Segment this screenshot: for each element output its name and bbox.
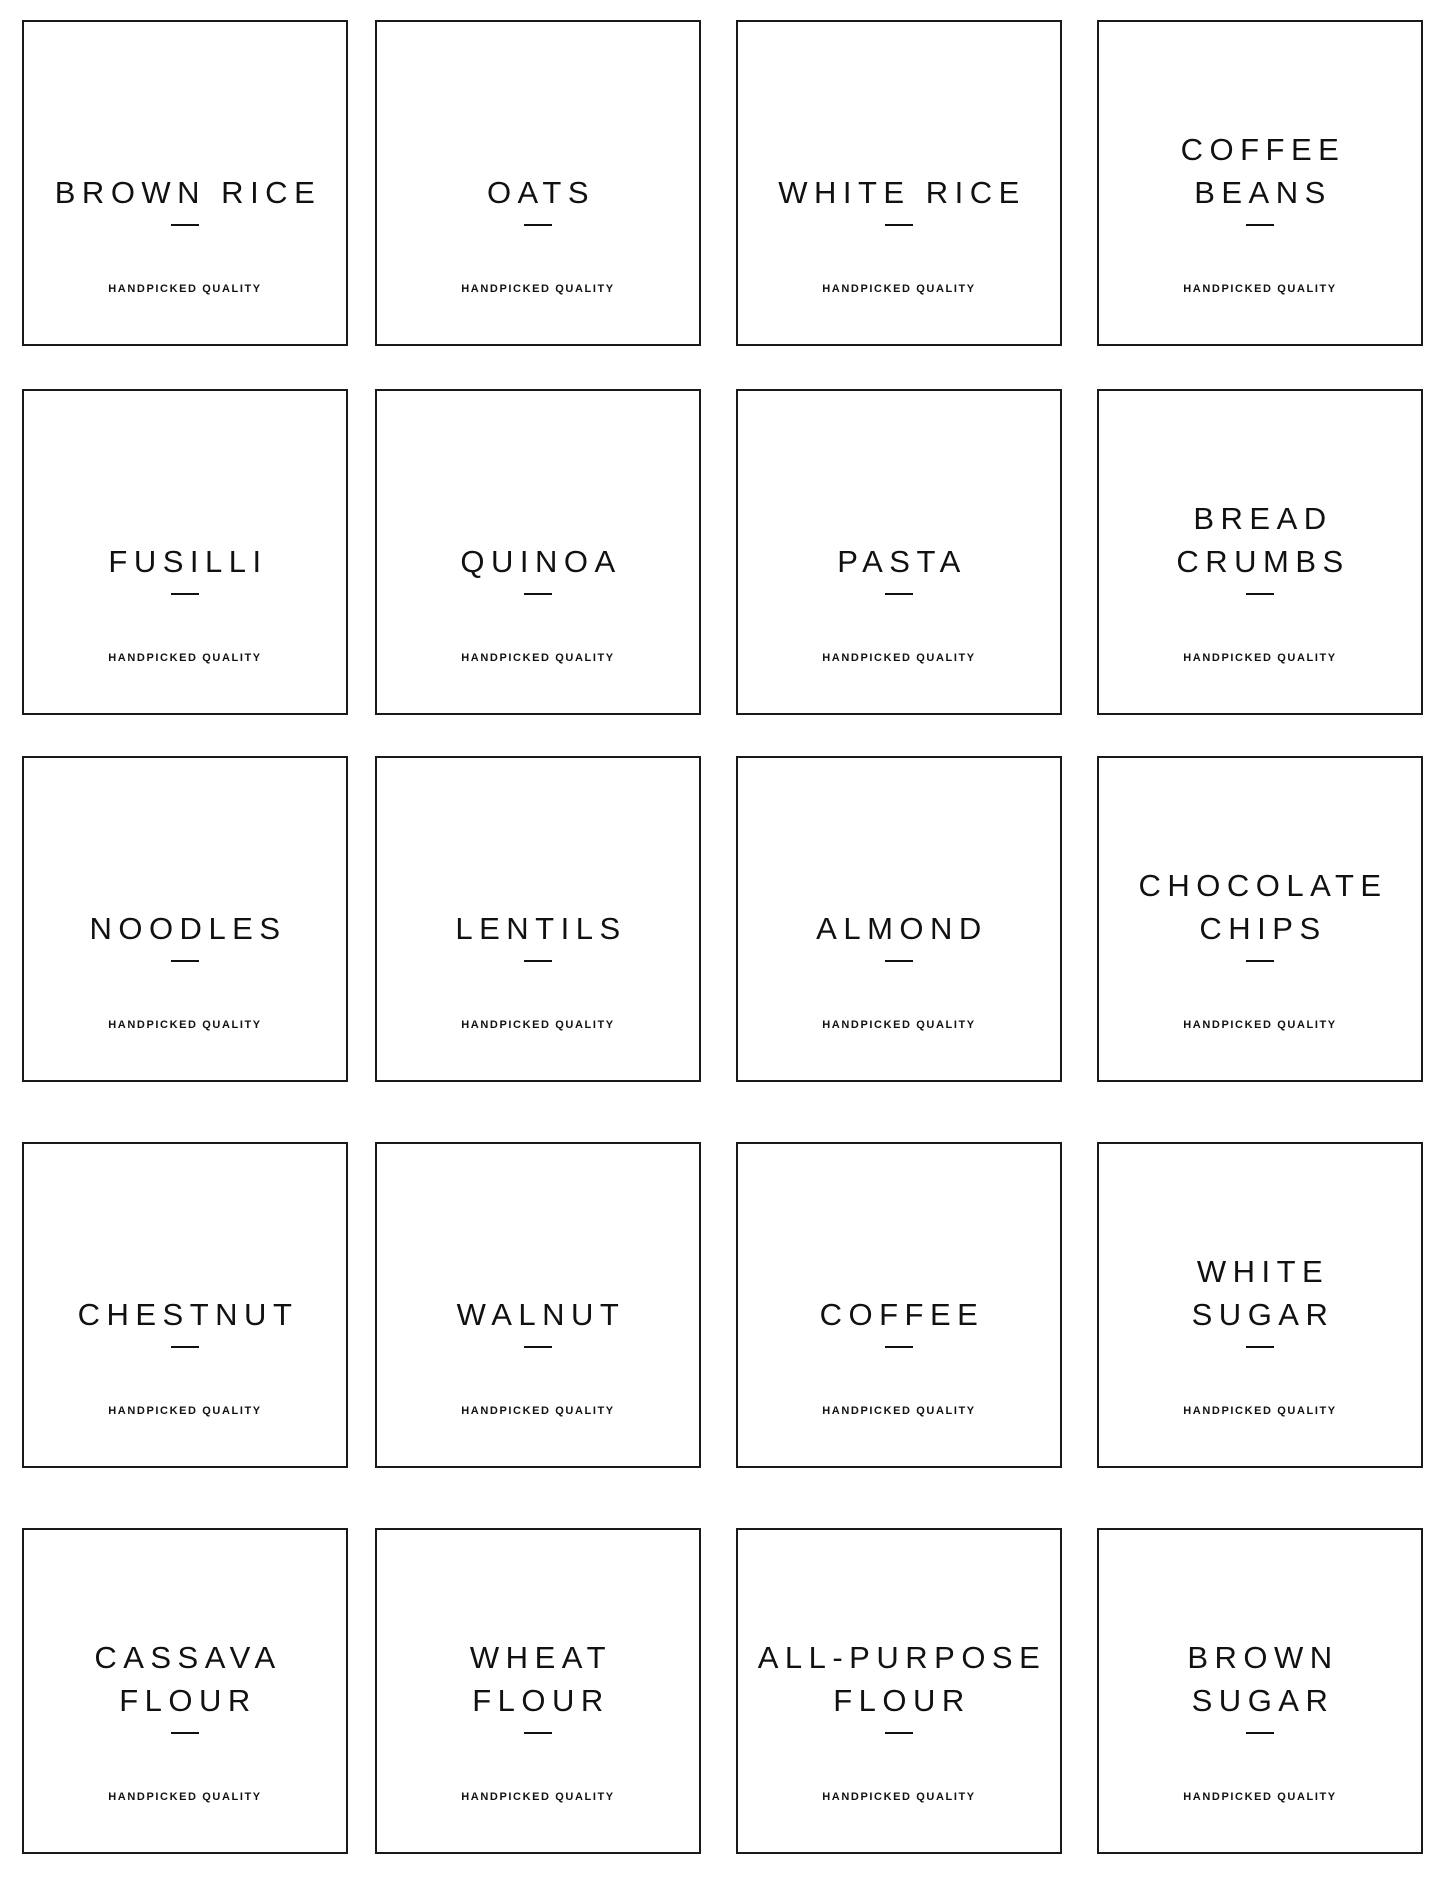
label-name [1099,1250,1421,1348]
pantry-label-lentils [375,756,701,1082]
label-tagline: HANDPICKED QUALITY [108,1791,262,1803]
divider-dash [1246,1732,1274,1734]
label-name-line: FLOUR [472,1683,610,1718]
pantry-label-fusilli [22,389,348,715]
label-name [377,1293,699,1348]
label-name [377,1636,699,1734]
pantry-label-walnut [375,1142,701,1468]
pantry-label-wheat-flour [375,1528,701,1854]
label-tagline: HANDPICKED QUALITY [461,1019,615,1031]
divider-dash [1246,224,1274,226]
label-name-line: SUGAR [1191,1683,1335,1718]
label-tagline: HANDPICKED QUALITY [461,283,615,295]
pantry-label-white-sugar [1097,1142,1423,1468]
label-tagline: HANDPICKED QUALITY [461,1791,615,1803]
label-name-line: WHEAT [469,1640,613,1675]
label-name [377,540,699,595]
label-name-line: ALMOND [816,911,988,946]
label-name-line: NOODLES [89,911,287,946]
divider-dash [524,593,552,595]
label-name-line: FLOUR [119,1683,257,1718]
pantry-label-oats [375,20,701,346]
label-name [1099,497,1421,595]
divider-dash [1246,593,1274,595]
pantry-label-pasta [736,389,1062,715]
pantry-label-coffee [736,1142,1062,1468]
label-tagline: HANDPICKED QUALITY [108,652,262,664]
label-name-line: BREAD [1193,501,1333,536]
label-name-line: CASSAVA [94,1640,282,1675]
label-tagline: HANDPICKED QUALITY [1183,1791,1337,1803]
label-name [24,907,346,962]
label-tagline: HANDPICKED QUALITY [822,1791,976,1803]
divider-dash [524,960,552,962]
label-name-line: SUGAR [1191,1297,1335,1332]
label-name-line: FLOUR [833,1683,971,1718]
label-name [738,907,1060,962]
label-name-line: BROWN RICE [54,175,322,210]
label-name-line: BEANS [1194,175,1332,210]
divider-dash [885,224,913,226]
label-name [24,1636,346,1734]
label-name [738,171,1060,226]
label-name-line: BROWN [1187,1640,1339,1675]
label-tagline: HANDPICKED QUALITY [461,652,615,664]
label-name-line: CHOCOLATE [1138,868,1388,903]
label-name-line: COFFEE [819,1297,985,1332]
pantry-label-all-purpose-flour [736,1528,1062,1854]
pantry-label-chocolate-chips [1097,756,1423,1082]
label-name-line: CHESTNUT [77,1297,299,1332]
divider-dash [171,960,199,962]
label-name [24,540,346,595]
divider-dash [171,593,199,595]
label-name [24,1293,346,1348]
label-tagline: HANDPICKED QUALITY [1183,652,1337,664]
label-name [1099,128,1421,226]
label-name-line: WHITE [1196,1254,1330,1289]
label-tagline: HANDPICKED QUALITY [1183,1405,1337,1417]
label-name-line: CHIPS [1199,911,1327,946]
label-name [1099,1636,1421,1734]
label-name-line: FUSILLI [108,544,268,579]
label-name-line: LENTILS [455,911,627,946]
label-name-line: CRUMBS [1176,544,1350,579]
divider-dash [885,1346,913,1348]
divider-dash [524,1346,552,1348]
label-name [1099,864,1421,962]
label-name [738,1636,1060,1734]
label-tagline: HANDPICKED QUALITY [1183,1019,1337,1031]
pantry-label-brown-sugar [1097,1528,1423,1854]
divider-dash [885,1732,913,1734]
divider-dash [1246,1346,1274,1348]
pantry-label-noodles [22,756,348,1082]
pantry-label-quinoa [375,389,701,715]
pantry-label-white-rice [736,20,1062,346]
divider-dash [524,1732,552,1734]
divider-dash [885,960,913,962]
label-name [377,171,699,226]
label-tagline: HANDPICKED QUALITY [822,283,976,295]
label-tagline: HANDPICKED QUALITY [108,283,262,295]
pantry-label-cassava-flour [22,1528,348,1854]
label-tagline: HANDPICKED QUALITY [108,1405,262,1417]
pantry-label-almond [736,756,1062,1082]
label-name [738,1293,1060,1348]
label-name-line: QUINOA [460,544,622,579]
label-tagline: HANDPICKED QUALITY [822,1405,976,1417]
label-tagline: HANDPICKED QUALITY [822,1019,976,1031]
label-name-line: ALL-PURPOSE [757,1640,1047,1675]
divider-dash [1246,960,1274,962]
divider-dash [171,1346,199,1348]
label-name [738,540,1060,595]
label-name [377,907,699,962]
label-name-line: OATS [486,175,596,210]
label-tagline: HANDPICKED QUALITY [461,1405,615,1417]
label-name-line: WALNUT [456,1297,626,1332]
label-name-line: PASTA [837,544,967,579]
label-name-line: WHITE RICE [778,175,1026,210]
pantry-label-coffee-beans [1097,20,1423,346]
label-tagline: HANDPICKED QUALITY [822,652,976,664]
divider-dash [524,224,552,226]
pantry-label-bread-crumbs [1097,389,1423,715]
divider-dash [171,224,199,226]
pantry-label-brown-rice [22,20,348,346]
label-name-line: COFFEE [1180,132,1346,167]
label-tagline: HANDPICKED QUALITY [1183,283,1337,295]
label-tagline: HANDPICKED QUALITY [108,1019,262,1031]
pantry-label-chestnut [22,1142,348,1468]
divider-dash [171,1732,199,1734]
divider-dash [885,593,913,595]
label-name [24,171,346,226]
